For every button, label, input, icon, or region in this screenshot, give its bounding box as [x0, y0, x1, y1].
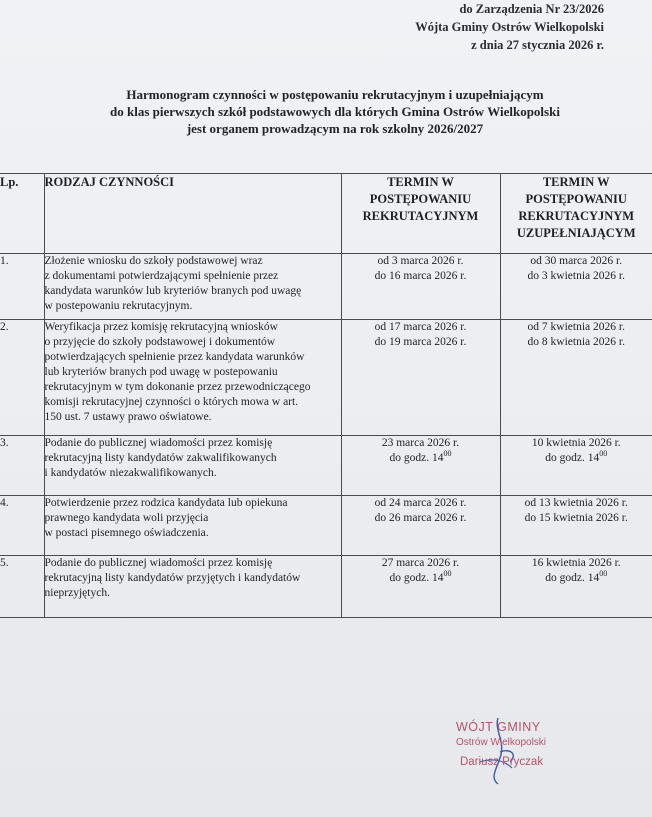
stamp-name: Dariusz Pryczak [460, 756, 544, 768]
stamp-locality: Ostrów Wielkopolski [456, 737, 547, 748]
title-line-1: Harmonogram czynności w postępowaniu rekrutacyjnym i uzupełniającym [126, 87, 544, 102]
table-header-row [0, 174, 652, 254]
stamp-title: WÓJT GMINY [456, 720, 541, 734]
table-row [0, 556, 652, 618]
header-rodzaj-czynnosci: RODZAJ CZYNNOŚCI [44, 174, 341, 254]
row-description: Podanie do publicznej wiadomości przez komisję rekrutacyjną listy kandydatów zakwalifikowanych i kandydatów niezakwalifikowanych. [44, 436, 341, 496]
table-row [0, 436, 652, 496]
row-termin-rekrutacyjny: 27 marca 2026 r. do godz. $14^{00}$ [341, 556, 500, 618]
document-reference [415, 0, 604, 54]
row-number: 5. [0, 556, 44, 618]
header-lp: Lp. [0, 174, 44, 254]
row-termin-rekrutacyjny: 23 marca 2026 r. do godz. $14^{00}$ [341, 436, 500, 496]
schedule-table [0, 173, 652, 618]
row-description: Weryfikacja przez komisję rekrutacyjną wniosków o przyjęcie do szkoły podstawowej i dokumentów potwierdzających spełnienie przez kandydata warunków lub kryteriów branych pod uwagę w postepowaniu rekrutacyjnym w tym dokonanie przez przewodniczącego komisji rekrutacyjnej czynności o których mowa w art. 150 ust. 7 ustawy prawo oświatowe. [44, 320, 341, 436]
row-description: Potwierdzenie przez rodzica kandydata lub opiekuna prawnego kandydata woli przyjęcia w postaci pisemnego oświadczenia. [44, 496, 341, 556]
reference-line-3: z dnia 27 stycznia 2026 r. [471, 38, 604, 52]
row-termin-uzupelniajacy: 16 kwietnia 2026 r. do godz. $14^{00}$ [500, 556, 652, 618]
row-number: 3. [0, 436, 44, 496]
reference-line-2: Wójta Gminy Ostrów Wielkopolski [415, 20, 604, 34]
header-termin-rekrutacyjny: TERMIN W POSTĘPOWANIU REKRUTACYJNYM [341, 174, 500, 254]
table-row [0, 254, 652, 320]
title-line-2: do klas pierwszych szkół podstawowych dla których Gmina Ostrów Wielkopolski [110, 104, 560, 119]
row-termin-rekrutacyjny: od 17 marca 2026 r. do 19 marca 2026 r. [341, 320, 500, 436]
row-termin-uzupelniajacy: od 7 kwietnia 2026 r. do 8 kwietnia 2026 r. [500, 320, 652, 436]
row-description: Złożenie wniosku do szkoły podstawowej wraz z dokumentami potwierdzającymi spełnienie przez kandydata warunków lub kryteriów branych pod uwagę w postepowaniu rekrutacyjnym. [44, 254, 341, 320]
row-description: Podanie do publicznej wiadomości przez komisję rekrutacyjną listy kandydatów przyjętych i kandydatów nieprzyjętych. [44, 556, 341, 618]
reference-line-1: do Zarządzenia Nr 23/2026 [459, 2, 604, 16]
title-line-3: jest organem prowadzącym na rok szkolny 2026/2027 [186, 121, 484, 136]
row-number: 1. [0, 254, 44, 320]
row-termin-uzupelniajacy: 10 kwietnia 2026 r. do godz. $14^{00}$ [500, 436, 652, 496]
row-termin-uzupelniajacy: od 30 marca 2026 r. do 3 kwietnia 2026 r. [500, 254, 652, 320]
row-termin-rekrutacyjny: od 3 marca 2026 r. do 16 marca 2026 r. [341, 254, 500, 320]
table-row [0, 320, 652, 436]
row-number: 4. [0, 496, 44, 556]
row-number: 2. [0, 320, 44, 436]
row-termin-uzupelniajacy: od 13 kwietnia 2026 r. do 15 kwietnia 2026 r. [500, 496, 652, 556]
header-termin-uzupelniajacy: TERMIN W POSTĘPOWANIU REKRUTACYJNYM UZUPEŁNIAJĄCYM [500, 174, 652, 254]
row-termin-rekrutacyjny: od 24 marca 2026 r. do 26 marca 2026 r. [341, 496, 500, 556]
signature-stamp [440, 712, 630, 792]
table-row [0, 496, 652, 556]
document-title [40, 86, 630, 137]
